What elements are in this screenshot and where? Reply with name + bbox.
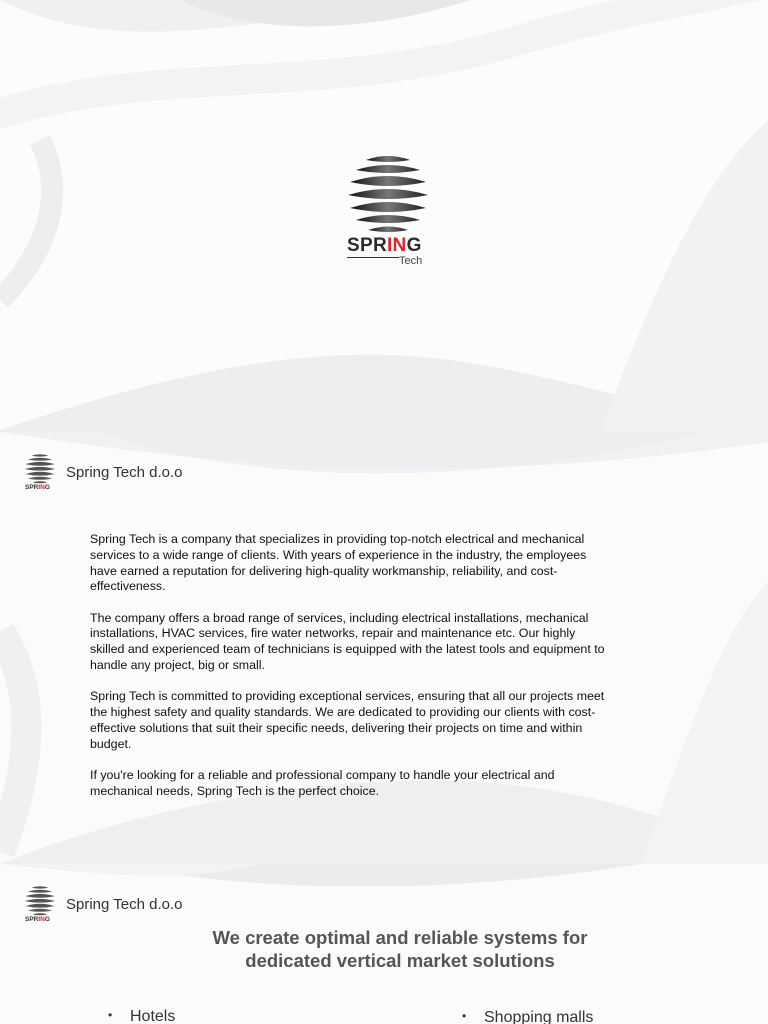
- paragraph: Spring Tech is a company that specializes in providing top-notch electrical and mechanical services to a wide range of clients. With years of experience in the industry, the employees have earned a reputation for delivering high-quality workmanship, reliability, and cost-effectiveness.: [90, 532, 587, 594]
- headline-line: We create optimal and reliable systems for: [212, 927, 588, 948]
- paragraph: The company offers a broad range of services, including electrical installations, mechanical installations, HVAC services, fire water networks, repair and maintenance etc. Our highly skilled and experienced team of technicians is equipped with the latest tools and equipment to handle any project, big or small.: [90, 610, 605, 673]
- brand-suffix: G: [406, 235, 422, 256]
- spring-tech-globe-logo-icon: [346, 150, 430, 234]
- paragraph: Spring Tech is committed to providing exceptional services, ensuring that all our projects meet the highest safety and quality standards. We are dedicated to providing our clients with cost-effective solutions that suit their specific needs, delivering their projects on time and within budget.: [90, 689, 605, 751]
- brand-wordmark-small: [25, 484, 50, 491]
- paragraph: If you're looking for a reliable and professional company to handle your electrical and mechanical needs, Spring Tech is the perfect choice.: [90, 768, 555, 798]
- market-list-right: [462, 1009, 593, 1024]
- brand-prefix: SPR: [347, 235, 387, 256]
- spring-tech-globe-logo-icon: [24, 452, 56, 484]
- brand-suffix: G: [44, 484, 50, 491]
- title-slide: [0, 0, 768, 432]
- headline-line: dedicated vertical market solutions: [245, 950, 555, 971]
- markets-slide: [0, 864, 768, 1024]
- market-list-left: [108, 1008, 175, 1024]
- about-slide: [0, 432, 768, 864]
- brand-wordmark: [347, 236, 422, 255]
- list-item: • Hotels: [108, 1008, 175, 1024]
- slide-headline: [100, 926, 700, 972]
- spring-tech-globe-logo-icon: [24, 884, 56, 916]
- brand-underline: [347, 257, 399, 258]
- brand-accent: IN: [38, 916, 45, 923]
- brand-subtitle: Tech: [399, 255, 423, 267]
- list-item: • Shopping malls: [462, 1009, 593, 1024]
- header-title: Spring Tech d.o.o: [66, 896, 183, 913]
- brand-prefix: SPR: [25, 916, 39, 923]
- brand-prefix: SPR: [25, 484, 39, 491]
- about-text: [90, 532, 610, 815]
- brand-wordmark-small: [25, 916, 50, 923]
- brand-accent: IN: [386, 235, 407, 256]
- brand-accent: IN: [38, 484, 45, 491]
- header-title: Spring Tech d.o.o: [66, 464, 183, 481]
- brand-suffix: G: [44, 916, 50, 923]
